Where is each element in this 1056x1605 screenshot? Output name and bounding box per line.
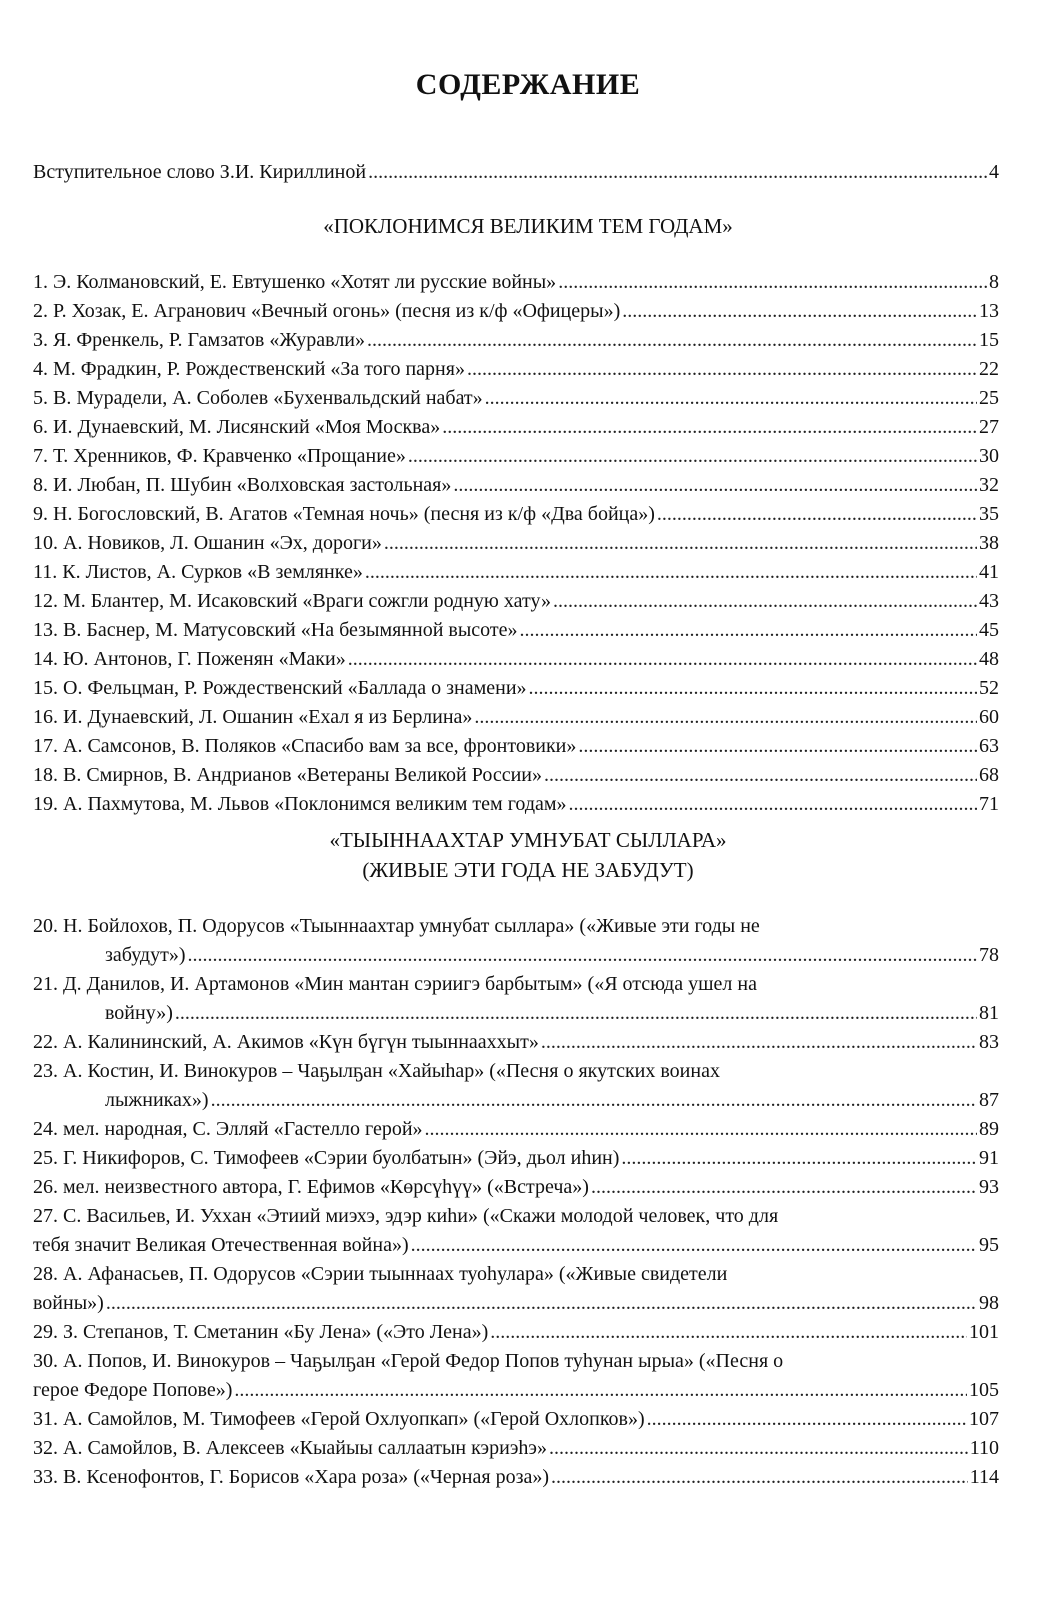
toc-entry	[33, 616, 999, 645]
toc-entry	[33, 268, 999, 297]
toc-entry	[33, 326, 999, 355]
dot-leader	[490, 1318, 967, 1347]
dot-leader	[467, 355, 977, 384]
toc-entry	[33, 790, 999, 819]
dot-leader	[368, 158, 987, 187]
entry-page: 110	[969, 1437, 999, 1459]
entry-page: 15	[979, 329, 999, 351]
entry-number: 18.	[33, 764, 58, 786]
entry-text-cont: герое Федоре Попове»)	[33, 1379, 233, 1401]
entry-text: Р. Хозак, Е. Агранович «Вечный огонь» (песня из к/ф «Офицеры»)	[53, 300, 621, 322]
entry-number: 1.	[33, 271, 48, 293]
entry-text: Ю. Антонов, Г. Поженян «Маки»	[63, 648, 346, 670]
toc-entry	[33, 1405, 999, 1434]
dot-leader	[553, 587, 977, 616]
entry-number: 25.	[33, 1147, 58, 1169]
dot-leader	[657, 500, 977, 529]
entry-text: А. Афанасьев, П. Одорусов «Сэрии тыыннаах туоһулара» («Живые свидетели	[63, 1263, 728, 1285]
dot-leader	[622, 297, 977, 326]
entry-text-cont: войны»)	[33, 1292, 104, 1314]
entry-number: 17.	[33, 735, 58, 757]
entry-page: 101	[969, 1321, 999, 1343]
entry-page: 83	[979, 1031, 999, 1053]
toc-entry	[33, 500, 999, 529]
entry-page: 32	[979, 474, 999, 496]
entry-number: 8.	[33, 474, 48, 496]
dot-leader	[541, 1028, 977, 1057]
entry-text: В. Мурадели, А. Соболев «Бухенвальдский набат»	[53, 387, 483, 409]
section-2-list	[33, 912, 999, 1492]
toc-entry	[33, 912, 999, 970]
toc-entry	[33, 732, 999, 761]
toc-entry	[33, 674, 999, 703]
entry-page: 52	[979, 677, 999, 699]
dot-leader	[408, 442, 977, 471]
dot-leader	[529, 674, 977, 703]
toc-entry	[33, 1260, 999, 1318]
entry-number: 6.	[33, 416, 48, 438]
toc-entry	[33, 413, 999, 442]
dot-leader	[474, 703, 977, 732]
entry-text: В. Смирнов, В. Андрианов «Ветераны Великой России»	[63, 764, 543, 786]
entry-number: 5.	[33, 387, 48, 409]
entry-text: А. Пахмутова, М. Львов «Поклонимся великим тем годам»	[63, 793, 567, 815]
section-2-title	[0, 825, 1056, 885]
entry-page: 43	[979, 590, 999, 612]
entry-page: 8	[989, 271, 999, 293]
entry-text: Т. Хренников, Ф. Кравченко «Прощание»	[53, 445, 406, 467]
entry-text: М. Блантер, М. Исаковский «Враги сожгли родную хату»	[63, 590, 551, 612]
entry-number: 26.	[33, 1176, 58, 1198]
entry-number: 10.	[33, 532, 58, 554]
dot-leader	[367, 326, 977, 355]
dot-leader	[365, 558, 977, 587]
dot-leader	[621, 1144, 977, 1173]
entry-number: 4.	[33, 358, 48, 380]
dot-leader	[188, 941, 977, 970]
toc-entry	[33, 1318, 999, 1347]
entry-text: А. Самойлов, М. Тимофеев «Герой Охлуопкап» («Герой Охлопков»)	[63, 1408, 645, 1430]
entry-page: 81	[979, 1002, 999, 1024]
entry-text: И. Дунаевский, Л. Ошанин «Ехал я из Берлина»	[63, 706, 473, 728]
toc-entry	[33, 442, 999, 471]
entry-text: Я. Френкель, Р. Гамзатов «Журавли»	[53, 329, 366, 351]
entry-page: 87	[979, 1089, 999, 1111]
entry-text: Г. Никифоров, С. Тимофеев «Сэрии буолбатын» (Эйэ, дьол иһин)	[63, 1147, 620, 1169]
entry-text: А. Самойлов, В. Алексеев «Кыайыы саллаатын кэриэһэ»	[63, 1437, 548, 1459]
toc-entry	[33, 529, 999, 558]
dot-leader	[549, 1434, 968, 1463]
dot-leader	[425, 1115, 977, 1144]
entry-page: 41	[979, 561, 999, 583]
entry-page: 27	[979, 416, 999, 438]
section-2-title-line1: «ТЫЫННААХТАР УМНУБАТ СЫЛЛАРА»	[329, 828, 727, 852]
dot-leader	[578, 732, 977, 761]
section-2-title-line2: (ЖИВЫЕ ЭТИ ГОДА НЕ ЗАБУДУТ)	[362, 858, 694, 882]
entry-page: 13	[979, 300, 999, 322]
entry-page: 38	[979, 532, 999, 554]
entry-page: 63	[979, 735, 999, 757]
section-1-list	[33, 268, 999, 819]
toc-entry	[33, 703, 999, 732]
dot-leader	[106, 1289, 977, 1318]
entry-page: 105	[969, 1379, 999, 1401]
entry-text: А. Костин, И. Винокуров – Чаҕылҕан «Хайыһар» («Песня о якутских воинах	[63, 1060, 720, 1082]
entry-text: А. Новиков, Л. Ошанин «Эх, дороги»	[63, 532, 382, 554]
dot-leader	[551, 1463, 968, 1492]
entry-number: 13.	[33, 619, 58, 641]
entry-number: 16.	[33, 706, 58, 728]
dot-leader	[411, 1231, 977, 1260]
toc-entry	[33, 1173, 999, 1202]
entry-page: 45	[979, 619, 999, 641]
entry-page: 25	[979, 387, 999, 409]
entry-text: мел. неизвестного автора, Г. Ефимов «Көрсүһүү» («Встреча»)	[63, 1176, 589, 1198]
dot-leader	[544, 761, 977, 790]
dot-leader	[384, 529, 977, 558]
toc-entry	[33, 1347, 999, 1405]
toc-entry	[33, 761, 999, 790]
entry-number: 14.	[33, 648, 58, 670]
entry-number: 15.	[33, 677, 58, 699]
toc-entry	[33, 645, 999, 674]
toc-entry	[33, 471, 999, 500]
dot-leader	[485, 384, 977, 413]
entry-number: 11.	[33, 561, 58, 583]
entry-page: 30	[979, 445, 999, 467]
entry-page: 4	[989, 161, 999, 183]
entry-number: 19.	[33, 793, 58, 815]
entry-page: 35	[979, 503, 999, 525]
entry-text: С. Васильев, И. Уххан «Этиий миэхэ, эдэр киһи» («Скажи молодой человек, что для	[63, 1205, 779, 1227]
entry-page: 98	[979, 1292, 999, 1314]
toc-entry	[33, 1434, 999, 1463]
entry-number: 3.	[33, 329, 48, 351]
entry-page: 91	[979, 1147, 999, 1169]
toc-entry	[33, 558, 999, 587]
dot-leader	[234, 1376, 967, 1405]
entry-text: Вступительное слово З.И. Кириллиной	[33, 161, 367, 183]
entry-text-cont: тебя значит Великая Отечественная война»)	[33, 1234, 409, 1256]
entry-number: 20.	[33, 915, 58, 937]
dot-leader	[558, 268, 987, 297]
entry-page: 93	[979, 1176, 999, 1198]
entry-text: В. Баснер, М. Матусовский «На безымянной высоте»	[63, 619, 518, 641]
entry-text: И. Дунаевский, М. Лисянский «Моя Москва»	[53, 416, 441, 438]
entry-number: 7.	[33, 445, 48, 467]
entry-text: Э. Колмановский, Е. Евтушенко «Хотят ли русские войны»	[53, 271, 557, 293]
dot-leader	[453, 471, 977, 500]
entry-page: 71	[979, 793, 999, 815]
toc-entry	[33, 1115, 999, 1144]
dot-leader	[520, 616, 977, 645]
entry-text-cont: забудут»)	[105, 944, 186, 966]
entry-number: 2.	[33, 300, 48, 322]
entry-number: 32.	[33, 1437, 58, 1459]
entry-page: 48	[979, 648, 999, 670]
entry-page: 22	[979, 358, 999, 380]
toc-entry	[33, 1463, 999, 1492]
toc-entry	[33, 384, 999, 413]
dot-leader	[591, 1173, 977, 1202]
toc-entry	[33, 355, 999, 384]
entry-number: 9.	[33, 503, 48, 525]
entry-text: О. Фельцман, Р. Рождественский «Баллада о знамени»	[63, 677, 527, 699]
toc-entry	[33, 587, 999, 616]
entry-number: 23.	[33, 1060, 58, 1082]
entry-text: Д. Данилов, И. Артамонов «Мин мантан сэриигэ барбытым» («Я отсюда ушел на	[63, 973, 757, 995]
entry-page: 89	[979, 1118, 999, 1140]
entry-text: М. Фрадкин, Р. Рождественский «За того парня»	[53, 358, 465, 380]
toc-entry	[33, 1144, 999, 1173]
entry-text: А. Самсонов, В. Поляков «Спасибо вам за все, фронтовики»	[63, 735, 577, 757]
entry-number: 22.	[33, 1031, 58, 1053]
dot-leader	[211, 1086, 977, 1115]
toc-entry	[33, 1057, 999, 1115]
dot-leader	[647, 1405, 967, 1434]
entry-text: мел. народная, С. Элляй «Гастелло герой»	[63, 1118, 423, 1140]
dot-leader	[442, 413, 977, 442]
entry-text: Н. Богословский, В. Агатов «Темная ночь» (песня из к/ф «Два бойца»)	[53, 503, 655, 525]
intro-entry	[33, 158, 999, 187]
entry-number: 31.	[33, 1408, 58, 1430]
dot-leader	[175, 999, 977, 1028]
entry-text: В. Ксенофонтов, Г. Борисов «Хара роза» («Черная роза»)	[63, 1466, 550, 1488]
entry-text: А. Попов, И. Винокуров – Чаҕылҕан «Герой Федор Попов туһунан ырыа» («Песня о	[63, 1350, 784, 1372]
entry-text-cont: лыжниках»)	[105, 1089, 209, 1111]
entry-number: 21.	[33, 973, 58, 995]
entry-page: 114	[969, 1466, 999, 1488]
entry-text: И. Любан, П. Шубин «Волховская застольная»	[53, 474, 452, 496]
entry-page: 107	[969, 1408, 999, 1430]
toc-entry	[33, 297, 999, 326]
entry-text: К. Листов, А. Сурков «В землянке»	[62, 561, 363, 583]
toc-entry	[33, 970, 999, 1028]
entry-text: Н. Бойлохов, П. Одорусов «Тыыннаахтар умнубат сыллара» («Живые эти годы не	[63, 915, 760, 937]
entry-number: 27.	[33, 1205, 58, 1227]
entry-text-cont: войну»)	[105, 1002, 173, 1024]
entry-number: 33.	[33, 1466, 58, 1488]
entry-number: 28.	[33, 1263, 58, 1285]
entry-page: 78	[979, 944, 999, 966]
entry-page: 68	[979, 764, 999, 786]
entry-number: 24.	[33, 1118, 58, 1140]
entry-number: 12.	[33, 590, 58, 612]
entry-text: А. Калининский, А. Акимов «Күн бүгүн тыыннааххыт»	[63, 1031, 539, 1053]
entry-number: 29.	[33, 1321, 58, 1343]
dot-leader	[348, 645, 977, 674]
entry-page: 60	[979, 706, 999, 728]
entry-text: З. Степанов, Т. Сметанин «Бу Лена» («Это Лена»)	[63, 1321, 489, 1343]
page-title: СОДЕРЖАНИЕ	[415, 68, 641, 101]
toc-entry	[33, 1028, 999, 1057]
section-1-title: «ПОКЛОНИМСЯ ВЕЛИКИМ ТЕМ ГОДАМ»	[323, 214, 733, 238]
toc-entry	[33, 1202, 999, 1260]
entry-page: 95	[979, 1234, 999, 1256]
dot-leader	[569, 790, 977, 819]
entry-number: 30.	[33, 1350, 58, 1372]
